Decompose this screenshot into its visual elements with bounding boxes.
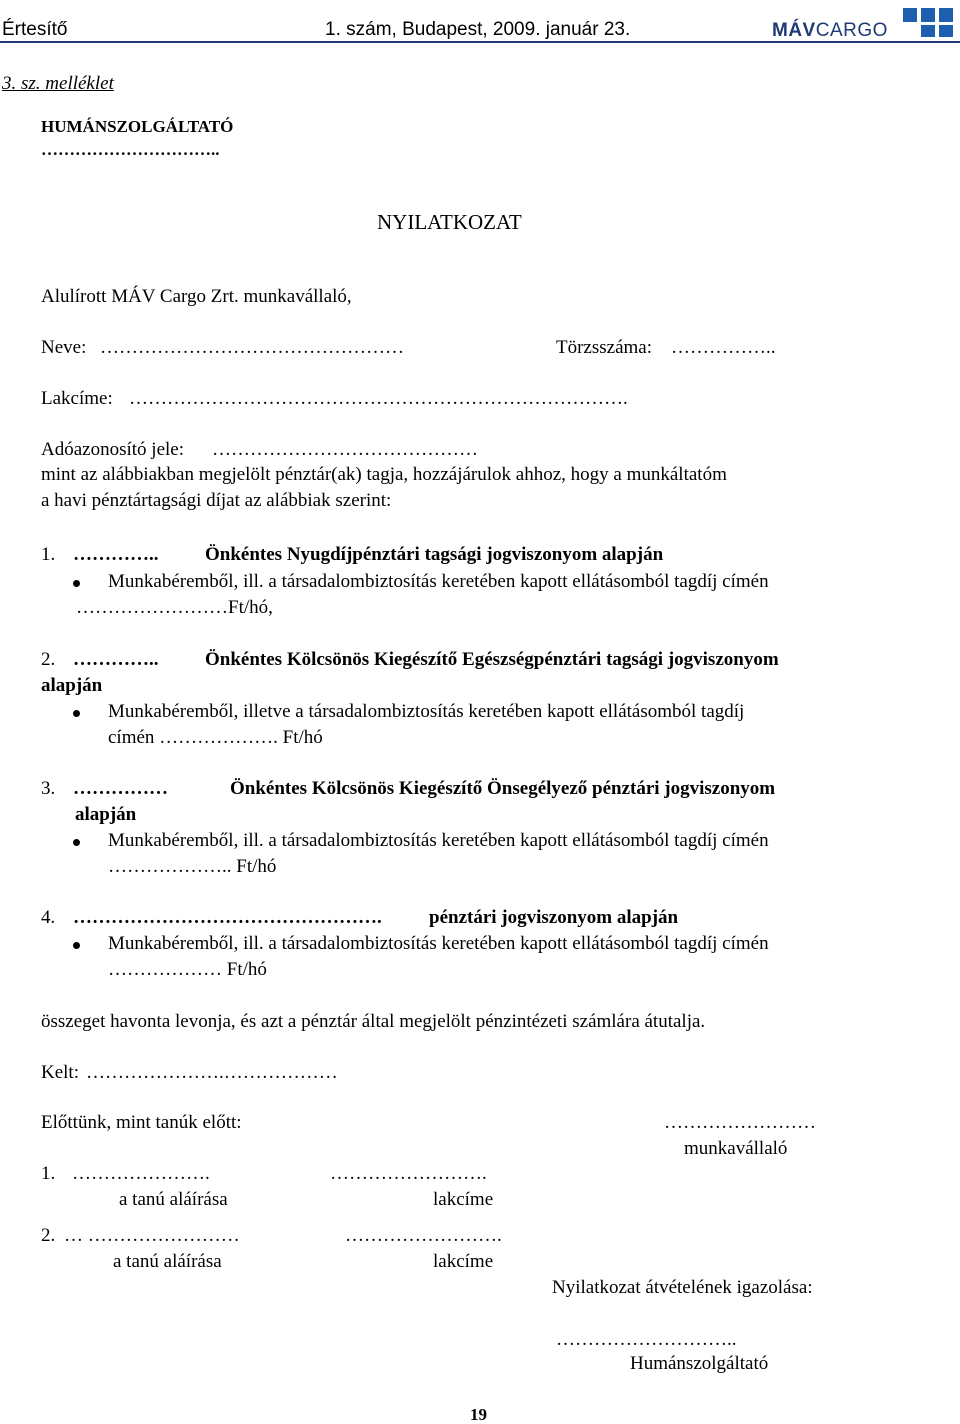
section-dots: …………………………………………. <box>73 907 382 928</box>
receipt-role: Humánszolgáltató <box>630 1353 769 1374</box>
witness-1-number: 1. <box>41 1163 56 1184</box>
section-title: Önkéntes Kölcsönös Kiegészítő Egészségpénztári tagsági jogviszonyom <box>205 649 779 670</box>
closing-text: összeget havonta levonja, és azt a pénztár által megjelölt pénzintézeti számlára átutalja. <box>41 1011 706 1032</box>
section-text-2: címén ………………. Ft/hó <box>108 727 323 748</box>
section-text-1: Munkabéremből, ill. a társadalombiztosítás keretében kapott ellátásomból tagdíj címén <box>108 830 769 851</box>
staff-number-label: Törzsszáma: <box>556 337 653 358</box>
section-number: 3. <box>41 778 56 799</box>
employee-label: munkavállaló <box>684 1138 788 1159</box>
witness-2-signature-line: … …………………… <box>64 1225 240 1246</box>
witness-1-signature-label: a tanú aláírása <box>119 1189 228 1210</box>
issue-info: 1. szám, Budapest, 2009. január 23. <box>325 19 631 40</box>
witness-1-signature-line: …………………. <box>72 1163 210 1184</box>
staff-number-field: …………….. <box>671 337 776 358</box>
address-label: Lakcíme: <box>41 388 113 409</box>
section-dots: ………….. <box>73 649 159 670</box>
bullet-icon <box>73 839 80 846</box>
section-number: 2. <box>41 649 56 670</box>
address-field: ……………………………………………………………………. <box>129 388 628 409</box>
section-title: pénztári jogviszonyom alapján <box>429 907 679 928</box>
section-title-cont: alapján <box>41 675 103 696</box>
intro-text: Alulírott MÁV Cargo Zrt. munkavállaló, <box>41 286 352 307</box>
annex-label: 3. sz. melléklet <box>2 73 114 94</box>
logo-cargo: CARGO <box>815 20 888 41</box>
logo-mav: MÁV <box>772 20 816 41</box>
mavcargo-logo <box>772 21 888 40</box>
name-label: Neve: <box>41 337 87 358</box>
bullet-icon <box>73 710 80 717</box>
provider-label: HUMÁNSZOLGÁLTATÓ <box>41 117 234 136</box>
section-text-2: ……………… Ft/hó <box>108 959 267 980</box>
section-text-2: ……………….. Ft/hó <box>108 856 277 877</box>
witness-2-address-label: lakcíme <box>433 1251 494 1272</box>
witnesses-label: Előttünk, mint tanúk előtt: <box>41 1112 242 1133</box>
section-dots: …………… <box>73 778 168 799</box>
witness-1-address-label: lakcíme <box>433 1189 494 1210</box>
section-text-1: Munkabéremből, ill. a társadalombiztosítás keretében kapott ellátásomból tagdíj címén <box>108 933 769 954</box>
receipt-signature-line: ……………………….. <box>556 1329 737 1350</box>
document-title: NYILATKOZAT <box>377 210 522 234</box>
bullet-icon <box>73 580 80 587</box>
date-label: Kelt: <box>41 1062 79 1083</box>
name-field: ………………………………………… <box>100 337 404 358</box>
employee-signature-line: …………………… <box>664 1112 816 1133</box>
witness-2-number: 2. <box>41 1225 56 1246</box>
section-title: Önkéntes Nyugdíjpénztári tagsági jogviszonyom alapján <box>205 544 664 565</box>
publication-name: Értesítő <box>2 19 68 40</box>
witness-2-address-line: ……………………. <box>345 1225 502 1246</box>
consent-line-2: a havi pénztártagsági díjat az alábbiak szerint: <box>41 490 392 511</box>
section-title-cont: alapján <box>75 804 137 825</box>
receipt-label: Nyilatkozat átvételének igazolása: <box>552 1277 813 1298</box>
section-title: Önkéntes Kölcsönös Kiegészítő Önsegélyező pénztári jogviszonyom <box>230 778 776 799</box>
section-text-1: Munkabéremből, illetve a társadalombiztosítás keretében kapott ellátásomból tagdíj <box>108 701 745 722</box>
consent-line-1: mint az alábbiakban megjelölt pénztár(ak) tagja, hozzájárulok ahhoz, hogy a munkáltatóm <box>41 464 727 485</box>
header-rule <box>0 41 960 43</box>
section-text-2: ……………………Ft/hó, <box>76 597 273 618</box>
witness-1-address-line: ……………………. <box>330 1163 487 1184</box>
tax-id-field: …………………………………… <box>212 439 478 460</box>
section-dots: ………….. <box>73 544 159 565</box>
bullet-icon <box>73 942 80 949</box>
provider-dots: ………………………….. <box>41 140 220 159</box>
witness-2-signature-label: a tanú aláírása <box>113 1251 222 1272</box>
section-number: 1. <box>41 544 56 565</box>
section-number: 4. <box>41 907 56 928</box>
section-text-1: Munkabéremből, ill. a társadalombiztosítás keretében kapott ellátásomból tagdíj címén <box>108 571 769 592</box>
date-field: ………………….……………… <box>86 1062 338 1083</box>
page-number: 19 <box>470 1405 487 1424</box>
tax-id-label: Adóazonosító jele: <box>41 439 184 460</box>
